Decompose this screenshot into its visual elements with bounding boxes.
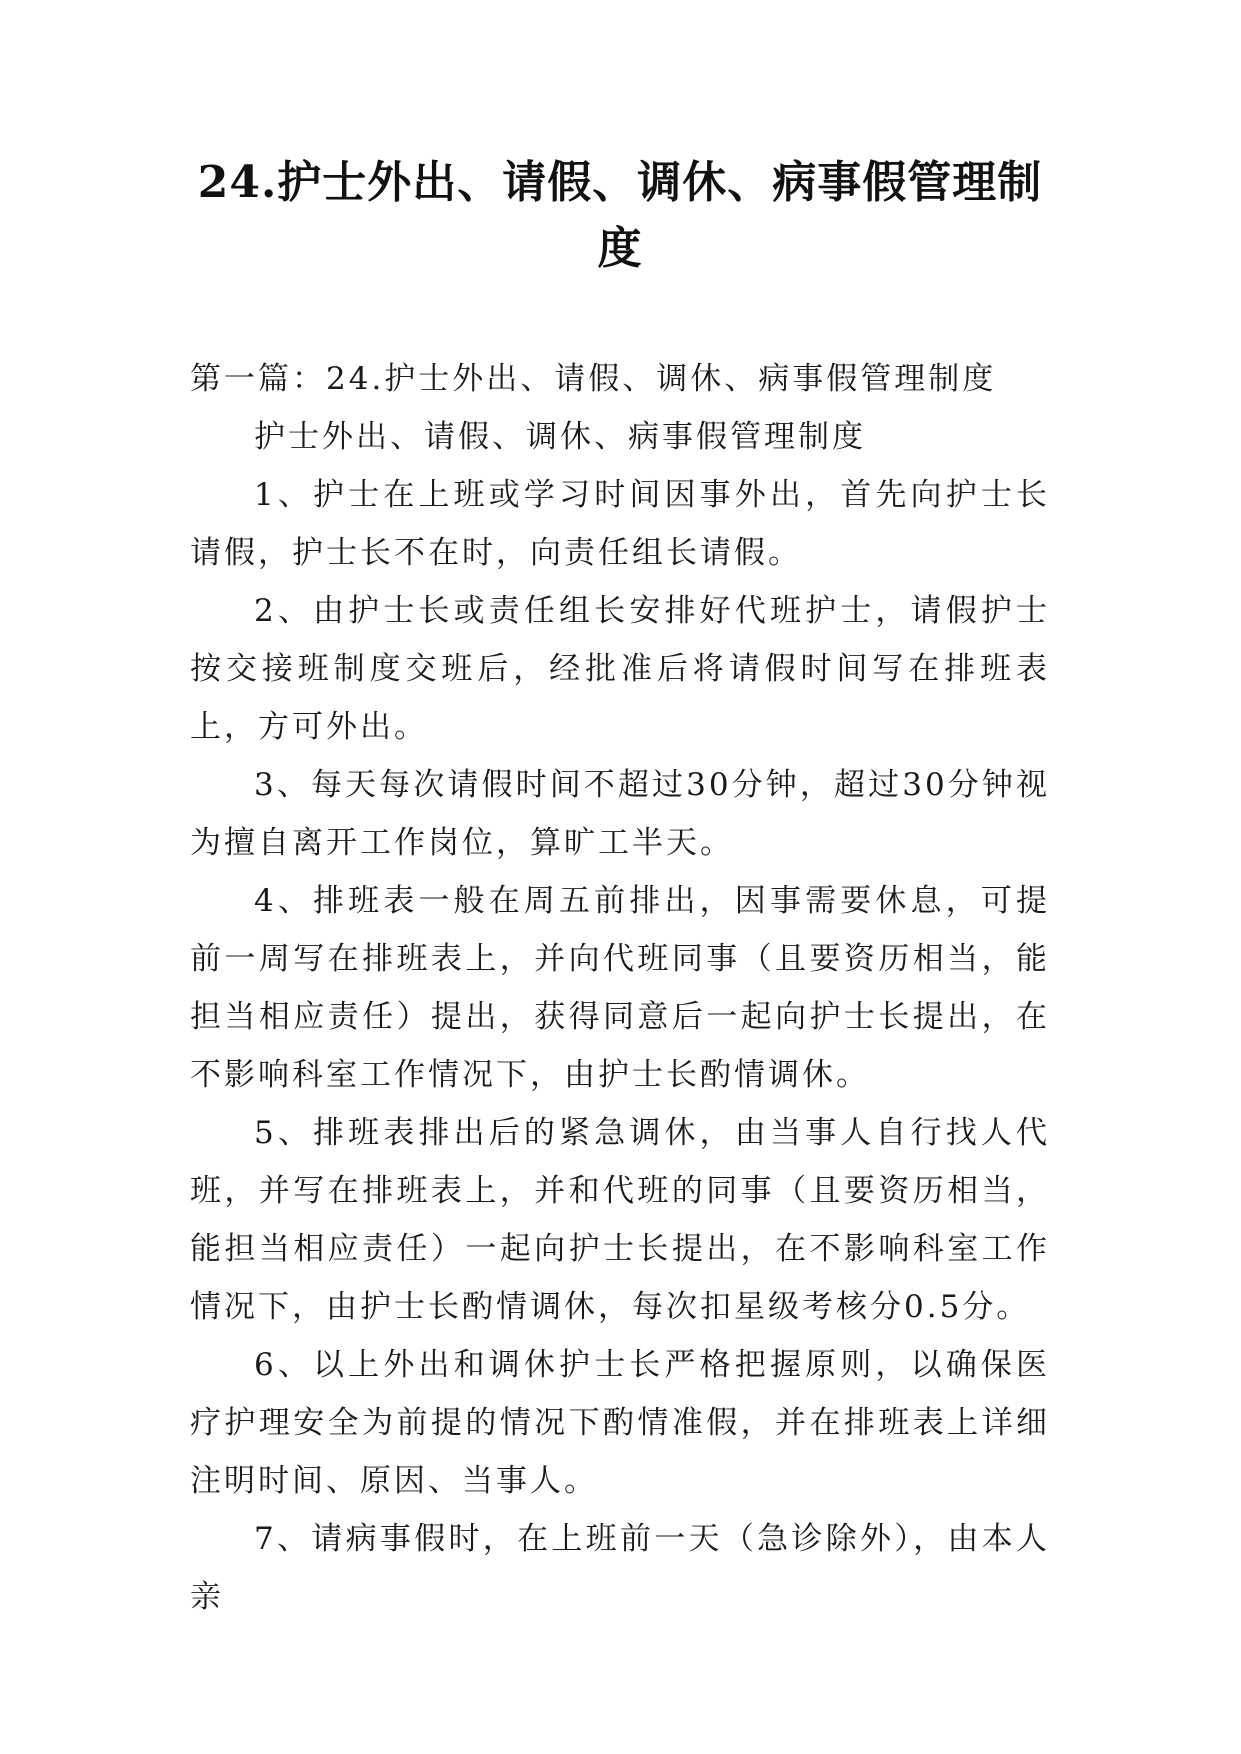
document-title: 24.护士外出、请假、调休、病事假管理制度 bbox=[197, 157, 1043, 274]
section-heading: 第一篇：24.护士外出、请假、调休、病事假管理制度 bbox=[190, 361, 997, 397]
rule-paragraph-3: 3、每天每次请假时间不超过30分钟，超过30分钟视为擅自离开工作岗位，算旷工半天。 bbox=[190, 767, 1050, 861]
rule-paragraph-4: 4、排班表一般在周五前排出，因事需要休息，可提前一周写在排班表上，并向代班同事（且要资历相当，能担当相应责任）提出，获得同意后一起向护士长提出，在不影响科室工作情况下，由护士长酌情调休。 bbox=[190, 883, 1050, 1093]
rule-paragraph-2: 2、由护士长或责任组长安排好代班护士，请假护士按交接班制度交班后，经批准后将请假时间写在排班表上，方可外出。 bbox=[190, 593, 1050, 745]
rule-paragraph-7: 7、请病事假时，在上班前一天（急诊除外），由本人亲 bbox=[190, 1521, 1050, 1615]
document-body bbox=[190, 350, 1050, 1626]
subtitle-paragraph: 护士外出、请假、调休、病事假管理制度 bbox=[254, 419, 866, 455]
rule-paragraph-1: 1、护士在上班或学习时间因事外出，首先向护士长请假，护士长不在时，向责任组长请假。 bbox=[190, 477, 1050, 571]
rule-paragraph-6: 6、以上外出和调休护士长严格把握原则，以确保医疗护理安全为前提的情况下酌情准假，并在排班表上详细注明时间、原因、当事人。 bbox=[190, 1347, 1050, 1499]
rule-paragraph-5: 5、排班表排出后的紧急调休，由当事人自行找人代班，并写在排班表上，并和代班的同事（且要资历相当，能担当相应责任）一起向护士长提出，在不影响科室工作情况下，由护士长酌情调休，每次扣星级考核分0.5分。 bbox=[190, 1115, 1050, 1325]
